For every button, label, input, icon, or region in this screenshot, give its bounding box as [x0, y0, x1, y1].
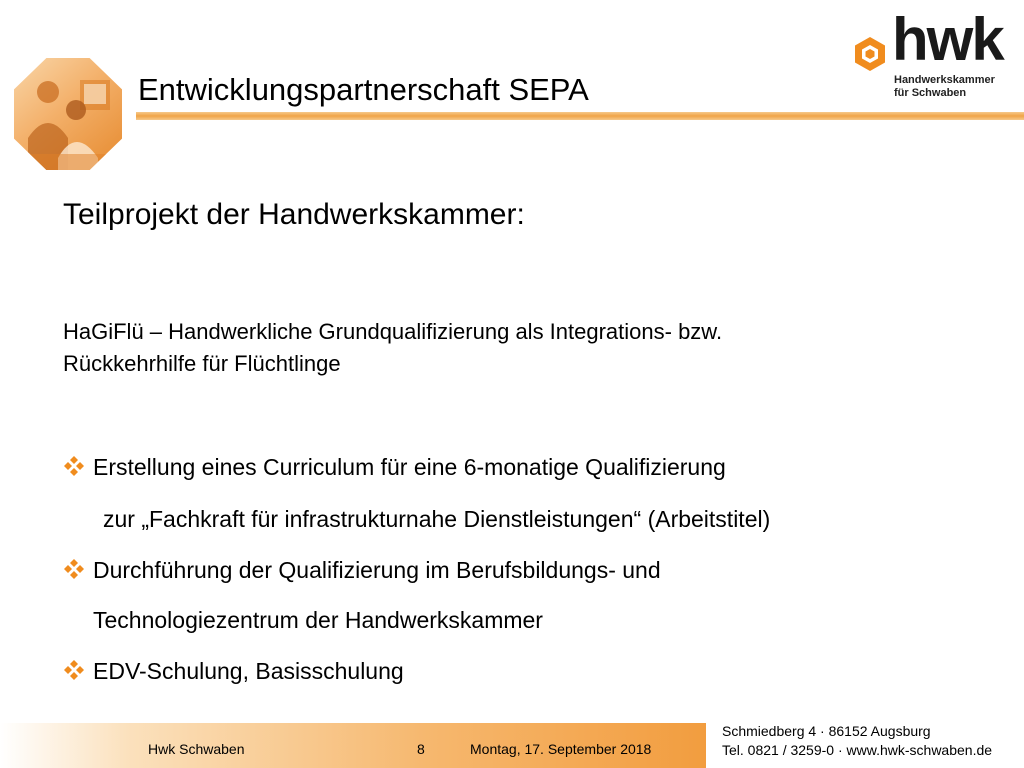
- bullet-1-continuation: zur „Fachkraft für infrastrukturnahe Dienstleistungen“ (Arbeitstitel): [103, 506, 771, 532]
- bullet-2-text: Durchführung der Qualifizierung im Berufsbildungs- und: [93, 557, 661, 583]
- team-at-computer-photo: [14, 58, 122, 170]
- footer-address-block: [722, 722, 992, 760]
- bullet-2-continuation: Technologiezentrum der Handwerkskammer: [93, 607, 543, 633]
- title-underline: [136, 112, 1024, 120]
- hwk-hexagon-icon: [852, 36, 888, 72]
- page-number: 8: [417, 741, 425, 757]
- diamond-bullet-icon: [63, 558, 85, 580]
- logo-line-2: für Schwaben: [894, 87, 967, 99]
- bullet-1-text: Erstellung eines Curriculum für eine 6-monatige Qualifizierung: [93, 454, 726, 480]
- footer-date: Montag, 17. September 2018: [470, 741, 652, 757]
- bullet-item-1: [63, 454, 726, 481]
- bullet-item-2: [63, 557, 661, 584]
- logo-line-1: Handwerkskammer: [894, 74, 995, 86]
- section-subtitle: Teilprojekt der Handwerkskammer:: [63, 198, 525, 231]
- footer-contact: Tel. 0821 / 3259-0 · www.hwk-schwaben.de: [722, 742, 993, 758]
- bullet-3-text: EDV-Schulung, Basisschulung: [93, 658, 404, 684]
- bullet-item-3: [63, 658, 404, 685]
- diamond-bullet-icon: [63, 659, 85, 681]
- project-description: [63, 316, 722, 380]
- description-line-2: Rückkehrhilfe für Flüchtlinge: [63, 351, 341, 376]
- footer-address: Schmiedberg 4 · 86152 Augsburg: [722, 723, 931, 739]
- description-line-1: HaGiFlü – Handwerkliche Grundqualifizierung als Integrations- bzw.: [63, 319, 723, 344]
- slide-title: Entwicklungspartnerschaft SEPA: [138, 72, 589, 107]
- logo-subtitle: [894, 74, 995, 100]
- footer-org: Hwk Schwaben: [148, 741, 245, 757]
- hwk-logo: [852, 6, 1003, 106]
- diamond-bullet-icon: [63, 455, 85, 477]
- logo-wordmark: hwk: [892, 6, 1003, 73]
